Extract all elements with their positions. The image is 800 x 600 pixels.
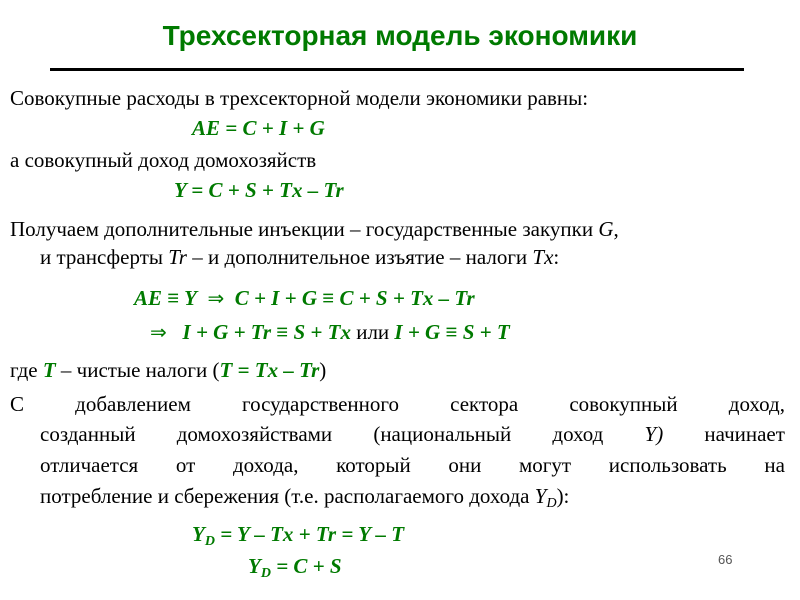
- text-line-transfers: и трансферты Tr – и дополнительное изъятие – налоги Tx:: [40, 245, 560, 269]
- paragraph-line-2: созданный домохозяйствами (национальный доход Y) начинает: [40, 422, 785, 446]
- formula-disposable-income: $Y_D = Y - Tx + Tr = Y - T$: [192, 522, 405, 549]
- title-divider: [50, 68, 744, 71]
- formula-injections-withdrawals: ⇒ I + G + Tr ≡ S + Tx или I + G ≡ S + T: [150, 320, 510, 344]
- implies-arrow-icon: ⇒: [207, 286, 225, 310]
- paragraph-line-4: потребление и сбережения (т.е. располагаемого дохода $Y_D$):: [40, 484, 570, 511]
- text-line-net-taxes: где T – чистые налоги (T = Tx – Tr): [10, 358, 327, 382]
- text-line-household-income: а совокупный доход домохозяйств: [10, 148, 317, 172]
- paragraph-line-1: С добавлением государственного сектора совокупный доход,: [10, 392, 785, 416]
- formula-income: Y = C + S + Tx – Tr: [174, 178, 344, 202]
- text-line-aggregate-expenditure: Совокупные расходы в трехсекторной модели экономики равны:: [10, 86, 589, 110]
- formula-aggregate-expenditure: AE = C + I + G: [192, 116, 325, 140]
- slide-title: Трехсекторная модель экономики: [162, 20, 638, 51]
- formula-disposable-income-use: $Y_D = C + S$: [248, 554, 342, 581]
- paragraph-line-3: отличается от дохода, который они могут использовать на: [40, 453, 785, 477]
- page-number: 66: [718, 552, 733, 567]
- formula-equilibrium: AE ≡ Y ⇒ C + I + G ≡ C + S + Tx – Tr: [134, 286, 475, 310]
- text-line-injections: Получаем дополнительные инъекции – государственные закупки G,: [10, 217, 619, 241]
- implies-arrow-icon: ⇒: [150, 320, 167, 344]
